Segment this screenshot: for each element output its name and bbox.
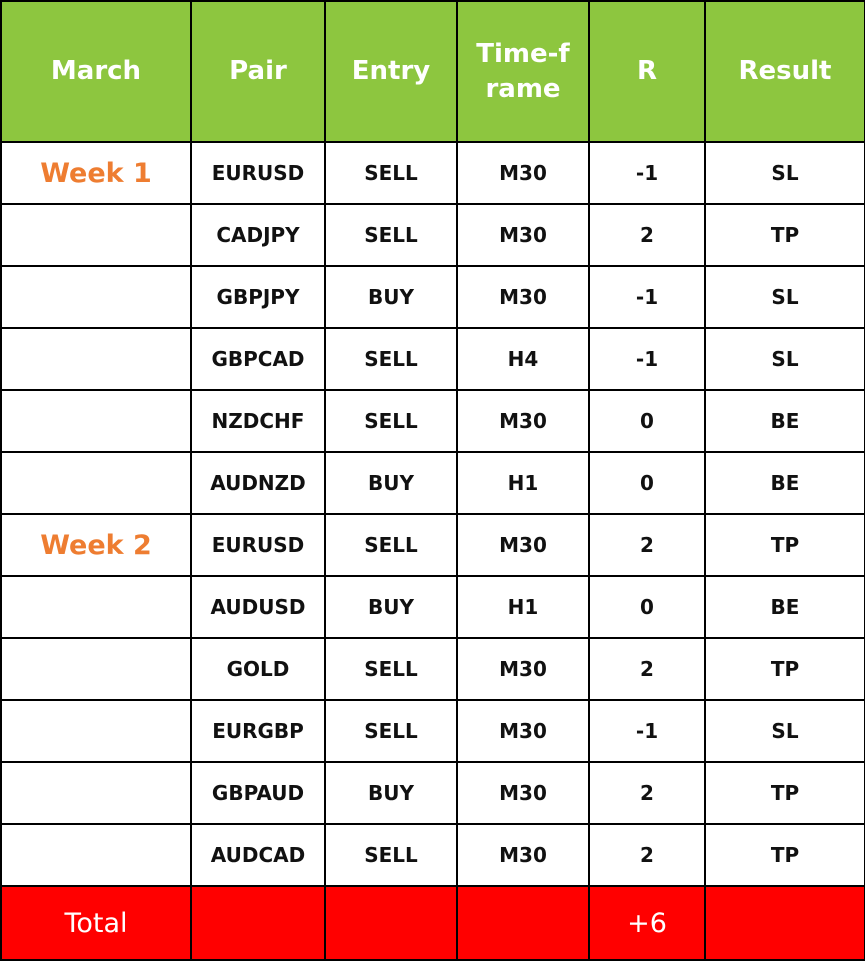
r-cell: -1	[589, 142, 705, 204]
week-cell	[1, 204, 191, 266]
entry-cell: SELL	[325, 700, 457, 762]
entry-cell: SELL	[325, 638, 457, 700]
entry-cell: SELL	[325, 328, 457, 390]
r-cell: 0	[589, 390, 705, 452]
table-footer	[1, 886, 865, 960]
r-cell: 0	[589, 576, 705, 638]
pair-cell: EURUSD	[191, 142, 325, 204]
table-row	[1, 638, 865, 700]
week-cell	[1, 328, 191, 390]
week-cell	[1, 824, 191, 886]
header-entry: Entry	[325, 1, 457, 142]
r-cell: 2	[589, 514, 705, 576]
timeframe-cell: M30	[457, 142, 589, 204]
entry-cell: SELL	[325, 204, 457, 266]
total-empty-entry	[325, 886, 457, 960]
pair-cell: GBPAUD	[191, 762, 325, 824]
table-row	[1, 700, 865, 762]
r-cell: -1	[589, 266, 705, 328]
pair-cell: NZDCHF	[191, 390, 325, 452]
header-row	[1, 1, 865, 142]
week-cell	[1, 390, 191, 452]
table-row	[1, 824, 865, 886]
table-body	[1, 142, 865, 886]
week-cell	[1, 638, 191, 700]
header-pair: Pair	[191, 1, 325, 142]
pair-cell: EURGBP	[191, 700, 325, 762]
week-cell	[1, 576, 191, 638]
week-cell	[1, 700, 191, 762]
r-cell: 2	[589, 638, 705, 700]
entry-cell: BUY	[325, 266, 457, 328]
header-r: R	[589, 1, 705, 142]
timeframe-cell: M30	[457, 762, 589, 824]
pair-cell: GBPJPY	[191, 266, 325, 328]
total-empty-pair	[191, 886, 325, 960]
total-row	[1, 886, 865, 960]
table-row	[1, 576, 865, 638]
pair-cell: GOLD	[191, 638, 325, 700]
week-cell	[1, 762, 191, 824]
r-cell: 0	[589, 452, 705, 514]
pair-cell: CADJPY	[191, 204, 325, 266]
result-cell: BE	[705, 576, 865, 638]
result-cell: TP	[705, 514, 865, 576]
r-cell: -1	[589, 328, 705, 390]
week-cell	[1, 452, 191, 514]
table-row	[1, 204, 865, 266]
entry-cell: SELL	[325, 514, 457, 576]
timeframe-cell: M30	[457, 824, 589, 886]
result-cell: TP	[705, 638, 865, 700]
header-timeframe-label: Time-frame	[476, 38, 570, 104]
r-cell: 2	[589, 824, 705, 886]
table-row	[1, 390, 865, 452]
entry-cell: SELL	[325, 142, 457, 204]
entry-cell: BUY	[325, 762, 457, 824]
header-timeframe	[457, 1, 589, 142]
timeframe-cell: H1	[457, 452, 589, 514]
result-cell: SL	[705, 700, 865, 762]
total-empty-timeframe	[457, 886, 589, 960]
total-label: Total	[1, 886, 191, 960]
timeframe-cell: M30	[457, 390, 589, 452]
table-row	[1, 514, 865, 576]
table-row	[1, 266, 865, 328]
total-empty-result	[705, 886, 865, 960]
pair-cell: AUDNZD	[191, 452, 325, 514]
header-result: Result	[705, 1, 865, 142]
result-cell: BE	[705, 452, 865, 514]
week-cell: Week 1	[1, 142, 191, 204]
pair-cell: GBPCAD	[191, 328, 325, 390]
entry-cell: BUY	[325, 576, 457, 638]
week-cell	[1, 266, 191, 328]
timeframe-cell: M30	[457, 514, 589, 576]
result-cell: SL	[705, 142, 865, 204]
timeframe-cell: M30	[457, 266, 589, 328]
table-header	[1, 1, 865, 142]
table-row	[1, 142, 865, 204]
week-cell: Week 2	[1, 514, 191, 576]
r-cell: 2	[589, 762, 705, 824]
timeframe-cell: M30	[457, 700, 589, 762]
r-cell: -1	[589, 700, 705, 762]
table-row	[1, 452, 865, 514]
timeframe-cell: H4	[457, 328, 589, 390]
pair-cell: AUDCAD	[191, 824, 325, 886]
table-row	[1, 328, 865, 390]
entry-cell: SELL	[325, 390, 457, 452]
pair-cell: EURUSD	[191, 514, 325, 576]
r-cell: 2	[589, 204, 705, 266]
result-cell: TP	[705, 824, 865, 886]
result-cell: SL	[705, 328, 865, 390]
timeframe-cell: H1	[457, 576, 589, 638]
entry-cell: BUY	[325, 452, 457, 514]
header-month: March	[1, 1, 191, 142]
entry-cell: SELL	[325, 824, 457, 886]
timeframe-cell: M30	[457, 204, 589, 266]
total-r: +6	[589, 886, 705, 960]
timeframe-cell: M30	[457, 638, 589, 700]
result-cell: TP	[705, 762, 865, 824]
result-cell: SL	[705, 266, 865, 328]
result-cell: TP	[705, 204, 865, 266]
pair-cell: AUDUSD	[191, 576, 325, 638]
table-row	[1, 762, 865, 824]
result-cell: BE	[705, 390, 865, 452]
